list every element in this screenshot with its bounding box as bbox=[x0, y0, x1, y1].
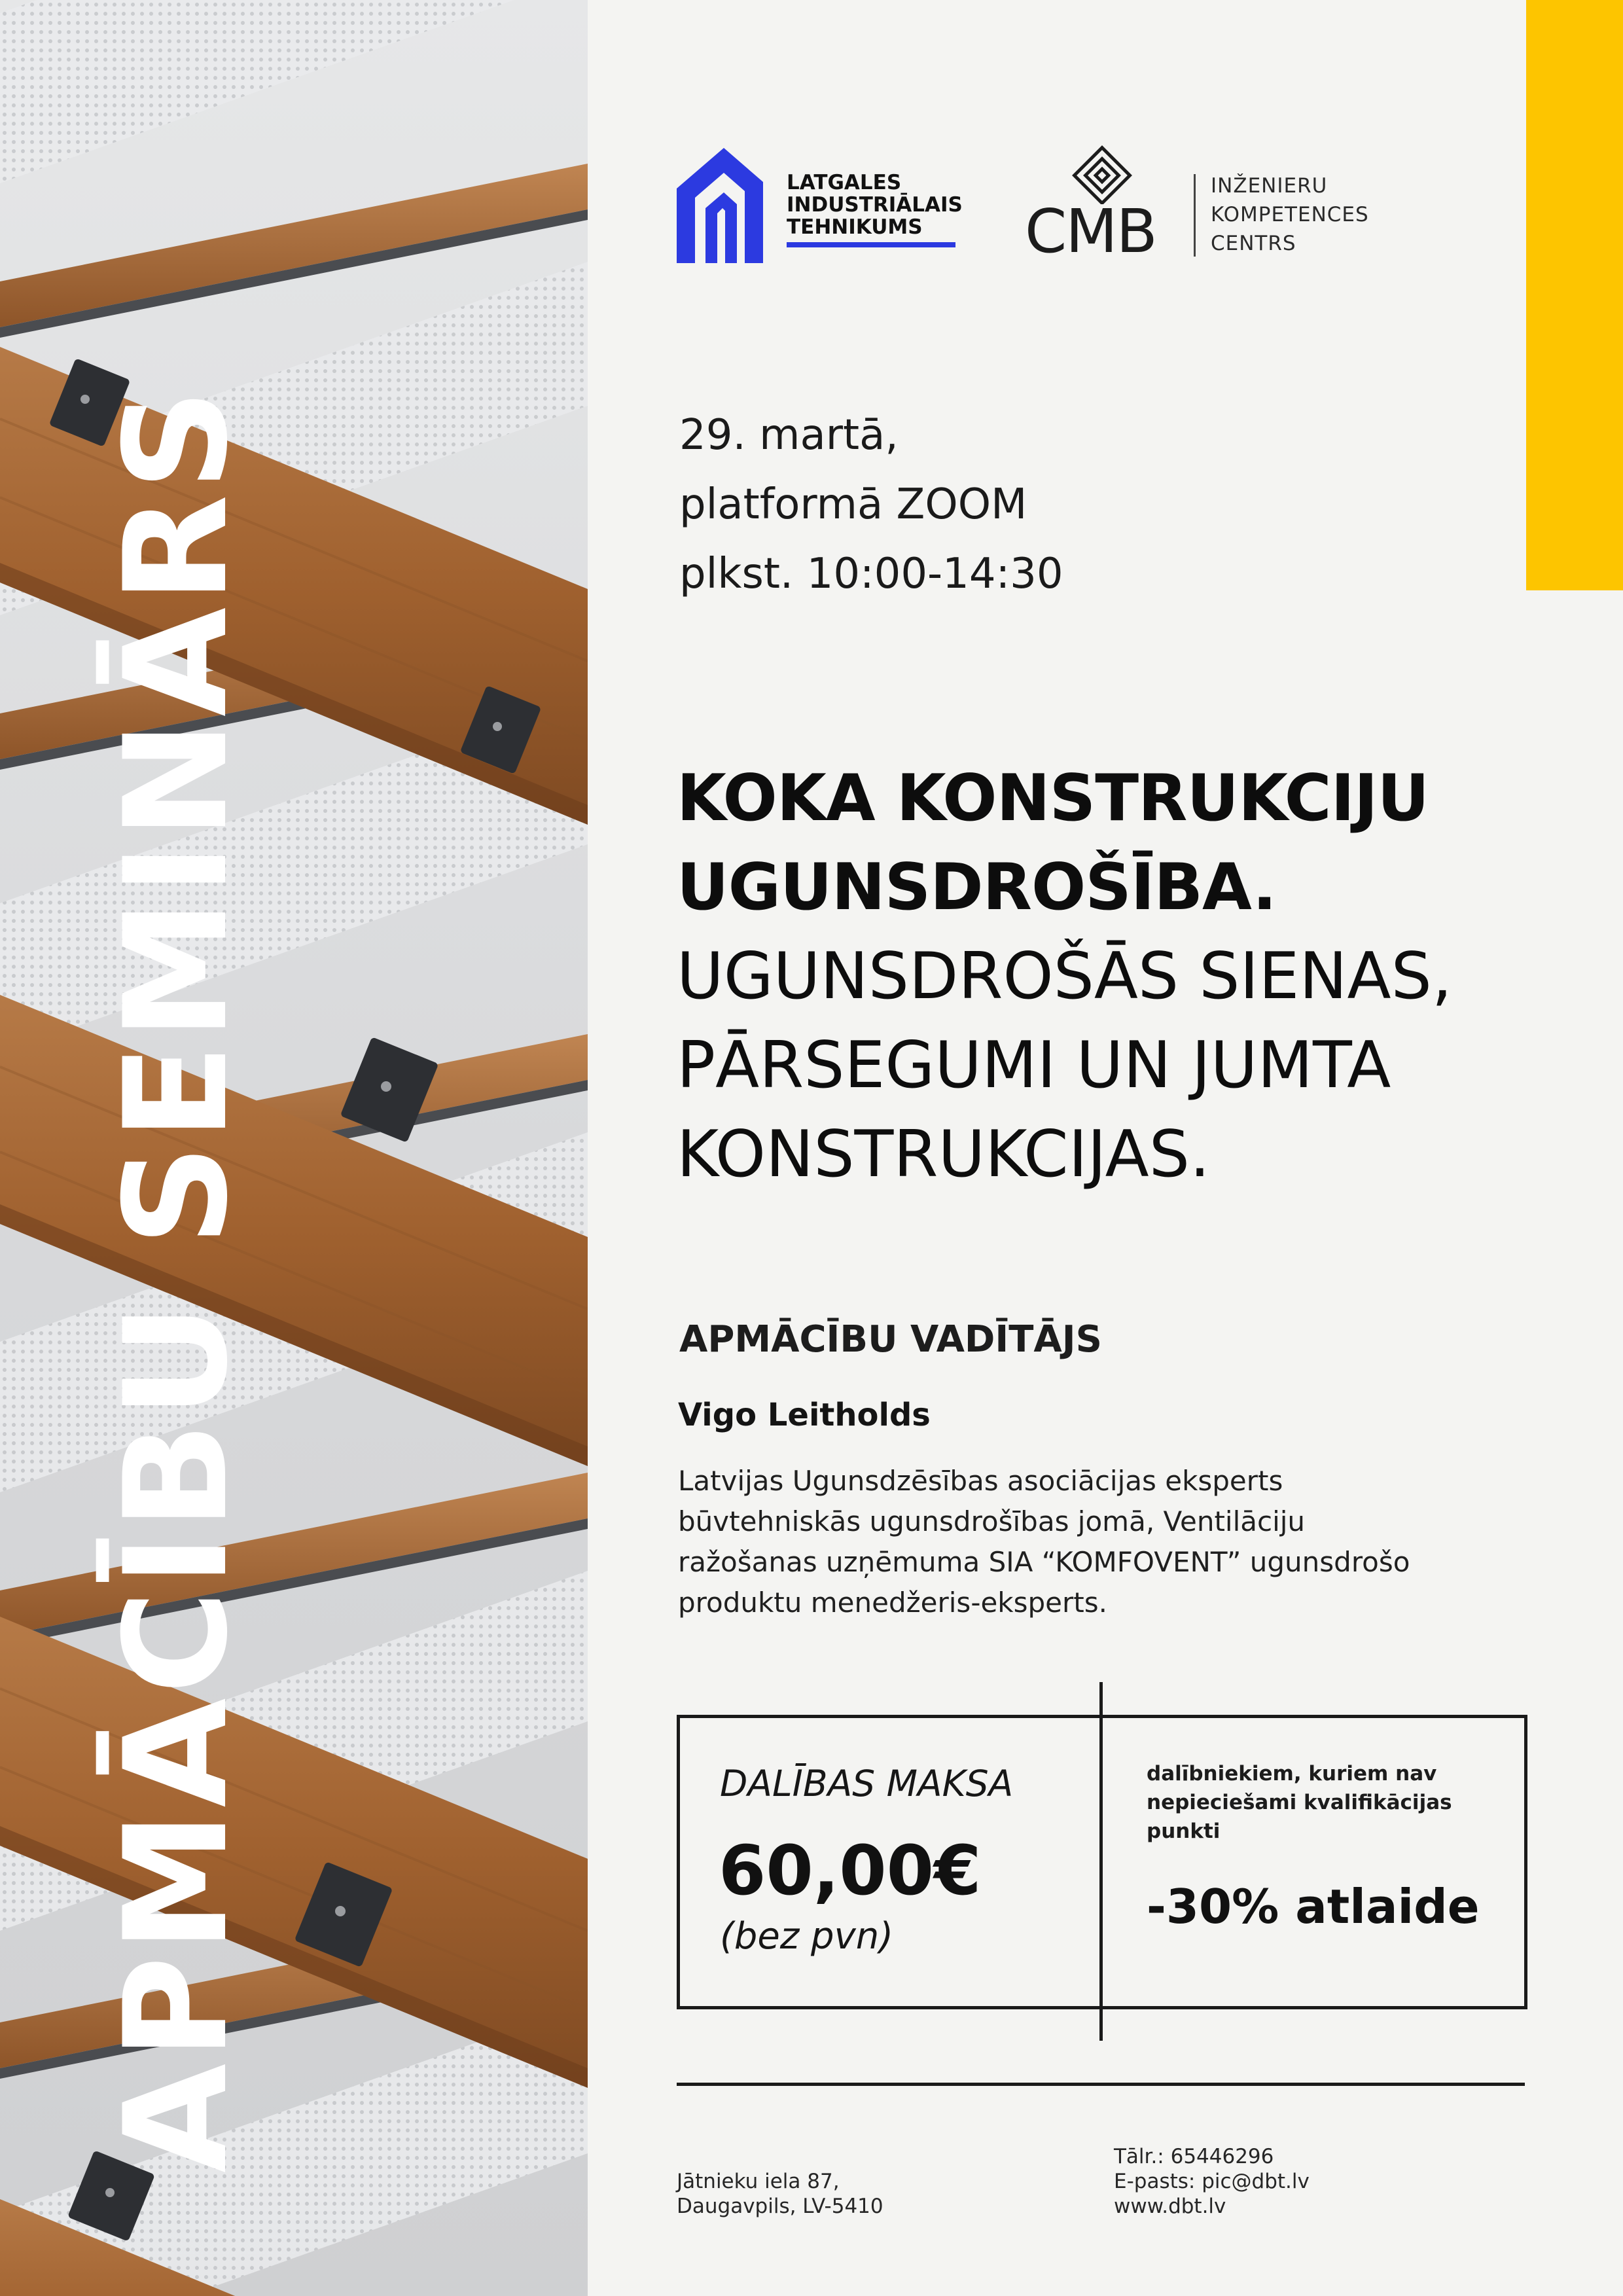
headline-bold-line: UGUNSDROŠĪBA. bbox=[677, 850, 1276, 925]
latgales-logo-line: TEHNIKUMS bbox=[787, 215, 923, 239]
cmb-diamond-icon bbox=[1025, 145, 1182, 204]
instructor-description-line: Latvijas Ugunsdzēsības asociācijas eksperts bbox=[678, 1465, 1283, 1497]
house-logo-icon bbox=[677, 148, 768, 263]
footer-address-line: Jātnieku iela 87, bbox=[677, 2170, 840, 2193]
headline-bold-line: KOKA KONSTRUKCIJU bbox=[677, 761, 1429, 836]
headline-line: KONSTRUKCIJAS. bbox=[677, 1117, 1211, 1192]
fee-label: DALĪBAS MAKSA bbox=[720, 1763, 1014, 1804]
cmb-logo-line: CENTRS bbox=[1211, 232, 1296, 255]
discount-note-line: nepieciešami kvalifikācijas bbox=[1147, 1791, 1452, 1814]
latgales-logo-underline bbox=[787, 242, 955, 247]
cmb-wordmark: CMB bbox=[1025, 196, 1156, 266]
latgales-logo-line: INDUSTRIĀLAIS bbox=[787, 193, 963, 217]
discount-note bbox=[1147, 1759, 1487, 1846]
event-date: 29. martā, bbox=[679, 411, 899, 459]
instructor-description-line: ražošanas uzņēmuma SIA “KOMFOVENT” ugunsdrošo bbox=[678, 1546, 1410, 1578]
event-time: plkst. 10:00-14:30 bbox=[679, 550, 1063, 598]
event-details bbox=[679, 401, 1268, 609]
footer-website-link[interactable]: www.dbt.lv bbox=[1114, 2195, 1226, 2218]
vertical-seminar-title: APMĀCĪBU SEMINĀRS bbox=[94, 385, 259, 2173]
latgales-logo-text bbox=[787, 171, 963, 239]
footer-email-link[interactable]: E-pasts: pic@dbt.lv bbox=[1114, 2170, 1310, 2193]
cmb-logo-line: INŽENIERU bbox=[1211, 174, 1328, 198]
discount-note-line: dalībniekiem, kuriem nav bbox=[1147, 1762, 1437, 1785]
cmb-logo-text bbox=[1211, 171, 1394, 258]
cmb-logo-line: KOMPETENCES bbox=[1211, 203, 1369, 226]
timber-beams-photo bbox=[0, 0, 588, 2296]
instructor-description-line: produktu menedžeris-eksperts. bbox=[678, 1587, 1107, 1619]
seminar-headline bbox=[677, 754, 1527, 1199]
headline-line: UGUNSDROŠĀS SIENAS, bbox=[677, 939, 1452, 1014]
yellow-accent-bar bbox=[1526, 0, 1623, 590]
latgales-logo-line: LATGALES bbox=[787, 171, 902, 194]
event-platform: platformā ZOOM bbox=[679, 480, 1027, 529]
cmb-logo-divider bbox=[1194, 174, 1196, 257]
fee-vat-note: (bez pvn) bbox=[720, 1915, 894, 1958]
instructor-description bbox=[678, 1461, 1489, 1623]
fee-box-divider bbox=[1099, 1682, 1103, 2041]
instructor-heading: APMĀCĪBU VADĪTĀJS bbox=[679, 1318, 1102, 1361]
instructor-name: Vigo Leitholds bbox=[678, 1397, 931, 1433]
footer-phone: Tālr.: 65446296 bbox=[1114, 2145, 1274, 2168]
headline-line: PĀRSEGUMI UN JUMTA bbox=[677, 1028, 1391, 1103]
footer-address-line: Daugavpils, LV-5410 bbox=[677, 2195, 883, 2218]
footer-divider bbox=[677, 2083, 1525, 2086]
footer-address bbox=[677, 2169, 1043, 2219]
cmb-logo bbox=[1025, 145, 1391, 266]
discount-note-line: punkti bbox=[1147, 1820, 1221, 1843]
footer-contacts bbox=[1114, 2144, 1480, 2219]
fee-price: 60,00€ bbox=[719, 1831, 982, 1910]
latgales-tehnikums-logo bbox=[677, 148, 963, 263]
instructor-description-line: būvtehniskās ugunsdrošības jomā, Ventilāciju bbox=[678, 1505, 1306, 1537]
discount-value: -30% atlaide bbox=[1147, 1879, 1480, 1934]
